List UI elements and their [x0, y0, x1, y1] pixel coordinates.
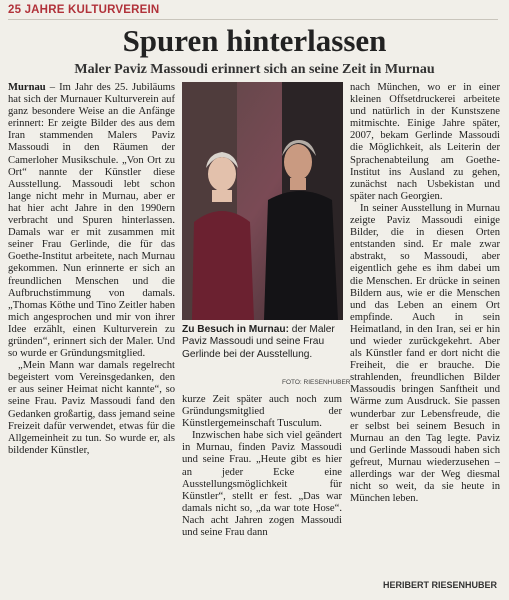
article-column-2	[182, 394, 342, 594]
paragraph: In seiner Ausstellung in Murnau zeigte Paviz Massoudi einige Bilder, die in diesen Orten entstanden sind. Er male zwar abstrakt, so Massoudi, aber eigentlich gehe es ihm dabei um die Menschen. Er drücke in seinen Bildern aus, wie er die Menschen und das Leben an einem Ort empfinde. Auch in sein Heimatland, in den Iran, sei er hin und wieder zurückgekehrt. Aber als Künstler fand er dort nicht die Freiheit, die er brauche. Die strahlenden, freundlichen Bilder Massoudis bringen Sanftheit und Wärme zum Ausdruck. Sie passen wunderbar zur Lebensfreude, die er selbst bei seinem Besuch in Murnau an den Tag legte. Paviz und Gerlinde Massoudi haben sich gefreut, Murnau wiederzusehen – allerdings war der Weg diesmal nicht so weit, da sie heute in München leben.	[350, 202, 500, 505]
article-subheadline: Maler Paviz Massoudi erinnert sich an seine Zeit in Murnau	[74, 62, 435, 77]
photo-caption	[182, 324, 343, 361]
article-column-3	[350, 82, 500, 582]
paragraph	[8, 82, 175, 360]
article-photo	[182, 82, 343, 320]
caption-text: der Maler Paviz Massoudi und seine Frau Gerlinde bei der Ausstellung.	[182, 324, 335, 360]
paragraph: nach München, wo er in einer kleinen Offsetdruckerei arbeitete und natürlich in der Kunstszene mitmischte. Einige Jahre später, 2007, bekam Gerlinde Massoudi die Möglichkeit, als Leiterin der Sprachenabteilung am Goethe-Institut ins Ausland zu gehen, zunächst nach Usbekistan und später nach Georgien.	[350, 82, 500, 202]
caption-lead: Zu Besuch in Murnau:	[182, 324, 289, 335]
paragraph	[8, 360, 175, 457]
photo-illustration	[182, 82, 343, 320]
article-column-1	[8, 82, 175, 592]
paragraph: Inzwischen habe sich viel geändert in Murnau, finden Paviz Massoudi und seine Frau. „Heute gibt es hier an jeder Ecke eine Ausstellungsmöglichkeit für Künstler“, stellt er fest. „Das war damals nicht so, „da war tote Hose“. Nach acht Jahren zogen Massoudi und seine Frau dann	[182, 430, 342, 539]
section-kicker: 25 JAHRE KULTURVEREIN	[8, 4, 160, 16]
paragraph-text: „Mein Mann war damals regelrecht begeistert vom Vereinsgedanken, den er aus seiner Heimat nicht kannte“, so seine Frau. Paviz Massoudi fand den Gedanken großartig, dass jemand seine Freizeit dafür verwendet, etwas für die Allgemeinheit zu tun. So wurde er, als bildender Künstler,	[8, 360, 175, 456]
article-headline: Spuren hinterlassen	[122, 23, 387, 58]
paragraph: kurze Zeit später auch noch zum Gründungsmitglied der Künstlergemeinschaft Tusculum.	[182, 394, 342, 430]
dateline: Murnau	[8, 82, 46, 93]
divider	[8, 19, 498, 20]
photo-credit: FOTO: RIESENHUBER	[282, 379, 351, 386]
paragraph-text: – Im Jahr des 25. Jubiläums hat sich der Murnauer Kulturverein auf ganz besondere Weise an die Anfänge erinnert: Er zeigte Bilder des aus dem Iran stammenden Malers Paviz Massoudi in den Räumen der Camerloher Musikschule. „Von Ort zu Ort“ nannte der Künstler diese Ausstellung. Massoudi lebt schon lange nicht mehr in Murnau, aber er hat hier acht Jahre in den 1990ern verbracht und Spuren hinterlassen. Damals war er mit zusammen mit seiner Frau Gerlinde, die für das Goethe-Institut arbeitete, nach Murnau gekommen. Nun erinnerte er sich an freundlichen Menschen und die Aufbruchstimmung von damals. „Thomas Köthe und Tino Zeitler haben mich angesprochen und mir von ihrer Idee erzählt, einen Kulturverein zu gründen“, erinnert sich der Maler. Und so wurde er Gründungsmitglied.	[8, 82, 175, 360]
author-byline: HERIBERT RIESENHUBER	[382, 580, 497, 590]
